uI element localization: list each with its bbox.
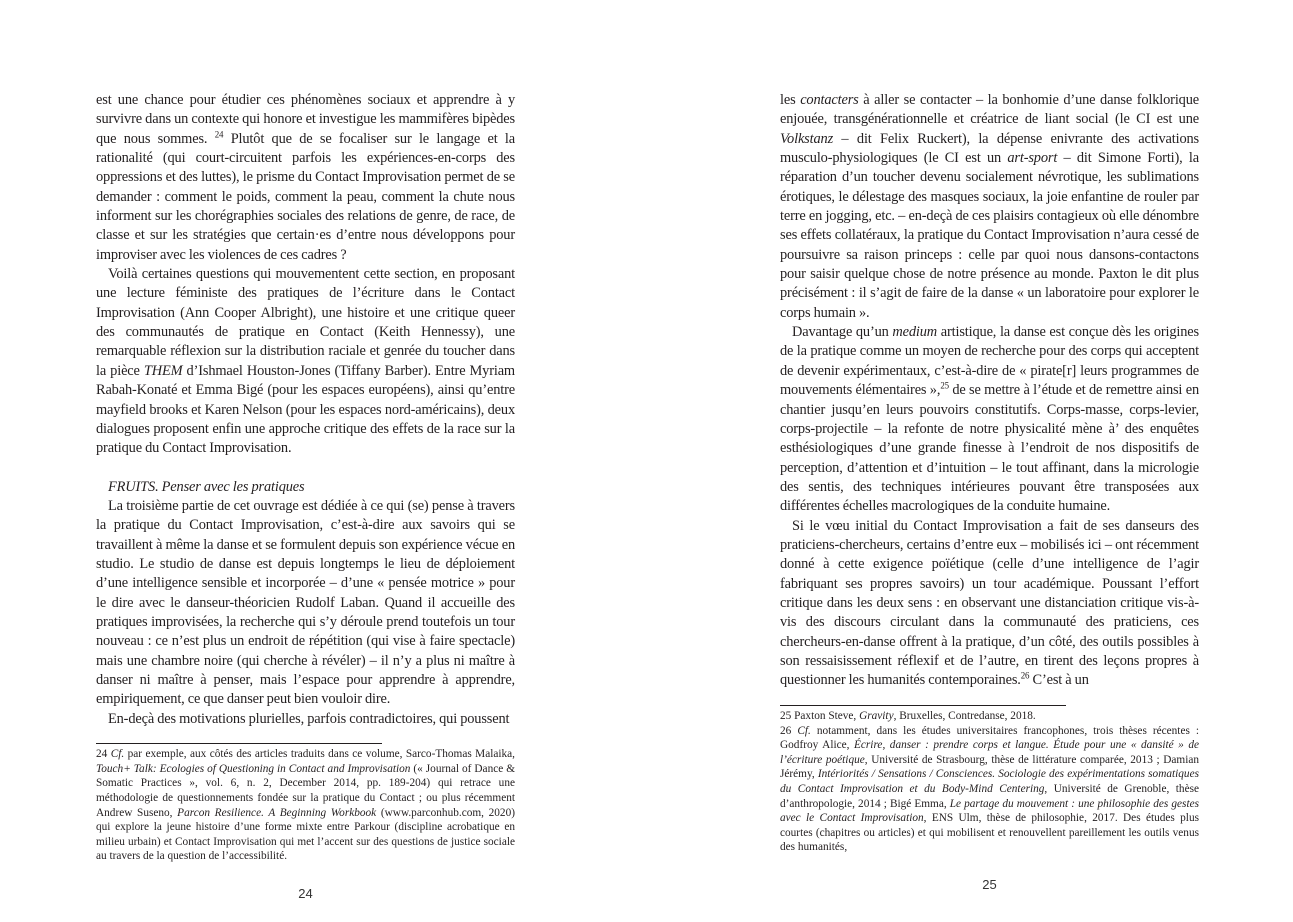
left-page: [0, 0, 646, 922]
section-heading: [96, 478, 515, 497]
italic-text: Le partage du mouvement : une philosophie des gestes avec le Contact Improvisation: [780, 797, 1199, 825]
italic-text: contacters: [800, 92, 859, 108]
footnote-reference: 25: [940, 380, 949, 391]
right-footnote-area: [780, 691, 1292, 855]
italic-text: Cf.: [110, 748, 125, 761]
italic-text: medium: [892, 324, 938, 341]
page-number: 24: [298, 886, 313, 902]
paragraph: [780, 91, 1199, 323]
text-run: , Université de Strasbourg, thèse de littérature comparée, 2013 ; Damian Jérémy,: [780, 753, 1200, 781]
left-body-text: [96, 91, 515, 729]
text-run: 24: [96, 748, 111, 761]
text-run: Plutôt que de se focaliser sur le langage et la rationalité (qui court-circuitent parfois les expériences-en-corps des oppressions et des luttes), le prisme du Contact Improvisation permet de se demander : comment le poids, comment la peau, comment la chute nous informent sur les chorégraphies sociales des relations de genre, de race, de classe et sur les stratégies que certain·es d’entre nous développons pour improviser avec les violences de ces cadres ?: [96, 130, 515, 263]
text-run: , Université de Grenoble, thèse d’anthropologie, 2014 ; Bigé Emma,: [780, 783, 1199, 810]
text-run: est une chance pour étudier ces phénomènes sociaux et apprendre à y survivre dans un contexte qui honore et investigue les mammifères bipèdes que nous sommes.: [96, 92, 515, 147]
text-run: par exemple, aux côtés des articles traduits dans ce volume, Sarco-Thomas Malaika,: [124, 748, 515, 761]
footnote: [780, 724, 1199, 855]
footnote-reference: 24: [214, 129, 224, 140]
italic-text: Écrire, danser : prendre corps et langue. Étude pour une « dansité » de l’écriture poétique: [780, 739, 1199, 766]
text-run: à aller se contacter – la bonhomie d’une danse folklorique enjouée, transgénérationnelle et créatrice de liant social (le CI est une: [780, 92, 1200, 128]
text-run: Davantage qu’un: [792, 324, 893, 341]
text-run: 26: [780, 724, 798, 737]
paragraph: [780, 323, 1199, 516]
text-run: , Bruxelles, Contredanse, 2018.: [893, 710, 1036, 723]
text-run: , ENS Ulm, thèse de philosophie, 2017. Des études plus courtes (chapitres ou articles) et qui mobilisent et renouvellent pareillement les outils venus des humanités,: [780, 812, 1199, 854]
right-footnotes: [780, 709, 1199, 855]
footnote-separator: [780, 705, 1066, 706]
paragraph: [780, 517, 1199, 691]
left-footnotes: [96, 747, 515, 864]
text-run: (www.parconhub.com, 2020) qui explore la jeune histoire d’une forme mixte entre Parkour (discipline acrobatique en milieu urbain) et Contact Improvisation qui met l’accent sur des questions de justice sociale au travers de la question de l’accessibilité.: [96, 806, 515, 863]
italic-text: Parcon Resilience. A Beginning Workbook: [177, 806, 377, 819]
italic-text: FRUITS. Penser avec les pratiques: [108, 478, 305, 495]
footnote: [96, 747, 515, 864]
text-run: notamment, dans les études universitaires francophones, trois thèses récentes : Godfroy Alice,: [780, 724, 1199, 752]
text-run: les: [780, 92, 801, 108]
italic-text: Volkstanz: [780, 130, 834, 147]
text-run: d’Ishmael Houston-Jones (Tiffany Barber). Entre Myriam Rabah-Konaté et Emma Bigé (pour les espaces européens), ainsi qu’entre mayfield brooks et Karen Nelson (pour les espaces nord-américains), deux dialogues proposent enfin une approche critique des effets de la race sur la pratique du Contact Improvisation.: [96, 362, 515, 457]
italic-text: art-sport: [1007, 150, 1058, 167]
italic-text: Touch+ Talk: Ecologies of Questioning in Contact and Improvisation: [96, 762, 411, 775]
text-run: En-deçà des motivations plurielles, parfois contradictoires, qui poussent: [108, 710, 510, 727]
text-run: de se mettre à l’étude et de remettre ainsi en chantier jusqu’en leurs pouvoirs constitutifs. Corps-masse, corps-levier, corps-projectile – la refonte de notre physicalité mène à’ des enquêtes esthésiologiques d’une grande finesse à l’endroit de nos dispositifs de perception, d’attention et d’intuition – le tout affinant, dans la micrologie des sentis, des techniques intérieures pouvant être transposées aux différentes échelles macrologiques de la conduite humaine.: [780, 382, 1199, 515]
text-run: 25 Paxton Steve,: [780, 710, 860, 723]
paragraph: [96, 91, 515, 265]
text-run: La troisième partie de cet ouvrage est dédiée à ce qui (se) pense à travers la pratique du Contact Improvisation, c’est-à-dire aux savoirs qui se travaillent à même la danse et se formulent depuis son expérience vécue en studio. Le studio de danse est depuis longtemps le lieu de déploiement d’une intelligence sensible et incorporée – d’une « pensée motrice » pour le dire avec le danseur-théoricien Rudolf Laban. Quand il accueille des pratiques improvisées, la recherche qui s’y déroule prend toutefois un tour nouveau : ce n’est plus un endroit de répétition (qui vise à faire spectacle) mais une chambre noire (qui cherche à révéler) – il n’y a plus ni maître à danser ni maître à penser, mais l’espace pour apprendre à apprendre, empiriquement, ce que danser peut bien vouloir dire.: [96, 497, 515, 708]
paragraph: [96, 265, 515, 458]
left-footnote-area: [96, 729, 646, 864]
italic-text: Intériorités / Sensations / Consciences. Sociologie des expérimentations somatiques du Contact Improvisation et du Body-Mind Centering: [780, 768, 1199, 796]
italic-text: THEM: [143, 362, 183, 379]
text-run: – dit Felix Ruckert), la dépense enivrante des activations musculo-physiologiques (le CI est un: [780, 130, 1199, 167]
footnote-separator: [96, 743, 382, 744]
italic-text: Gravity: [859, 710, 894, 723]
paragraph: [96, 497, 515, 710]
text-run: C’est à un: [1029, 672, 1089, 689]
text-run: (« Journal of Dance & Somatic Practices », vol. 6, n. 2, December 2014, pp. 189-204) qui retrace une méthodologie de questionnements fondée sur la pratique du Contact ; ou plus récemment Andrew Suseno,: [96, 762, 515, 819]
footnote-reference: 26: [1020, 670, 1030, 681]
footnote: [780, 709, 1199, 724]
text-run: Voilà certaines questions qui mouvementent cette section, en proposant une lecture féministe des pratiques de l’écriture dans le Contact Improvisation (Ann Cooper Albright), une histoire et une critique queer des communautés de pratique en Contact (Keith Hennessy), une remarquable réflexion sur la distribution raciale et genrée du toucher dans la pièce: [96, 266, 515, 379]
paragraph: [96, 710, 515, 729]
right-page: [646, 0, 1292, 913]
text-run: Si le vœu initial du Contact Improvisation a fait de ses danseurs des praticiens-chercheurs, certains d’entre eux – mobilisés ici – ont récemment donné à cette exigence poïétique (celle d’une intelligence de l’agir fabriquant ses propres savoirs) un tour académique. Poussant l’effort critique dans les deux sens : en observant une distanciation critique vis-à-vis des discours circulant dans la communauté des praticiens, ces chercheurs-en-danse offrent à la pratique, d’un côté, des outils possibles à son ressaisissement réflexif et de l’autre, en tirent des leçons propres à questionner les humanités contemporaines.: [780, 517, 1199, 689]
right-body-text: [780, 91, 1199, 691]
page-number: 25: [982, 877, 997, 892]
text-run: – dit Simone Forti), la réparation d’un toucher devenu socialement névrotique, les sublimations érotiques, le délestage des masques sociaux, la joie enfantine de rouler par terre en jogging, etc. – en-deçà de ces plaisirs contagieux où elle dénombre ses effets collatéraux, la pratique du Contact Improvisation n’aura cessé de poursuivre sa raison princeps : celle par quoi nous dansons-contactons pour saisir quelque chose de notre présence au monde. Paxton le dit plus précisément : il s’agit de faire de la danse « un laboratoire pour explorer le corps humain ».: [780, 150, 1199, 321]
italic-text: Cf.: [797, 724, 811, 737]
text-run: artistique, la danse est conçue dès les origines de la pratique comme un moyen de recherche pour des corps qui acceptent de devenir expérimentaux, c’est-à-dire de « pirate[r] leurs programmes de mouvements élémentaires »,: [780, 324, 1199, 399]
